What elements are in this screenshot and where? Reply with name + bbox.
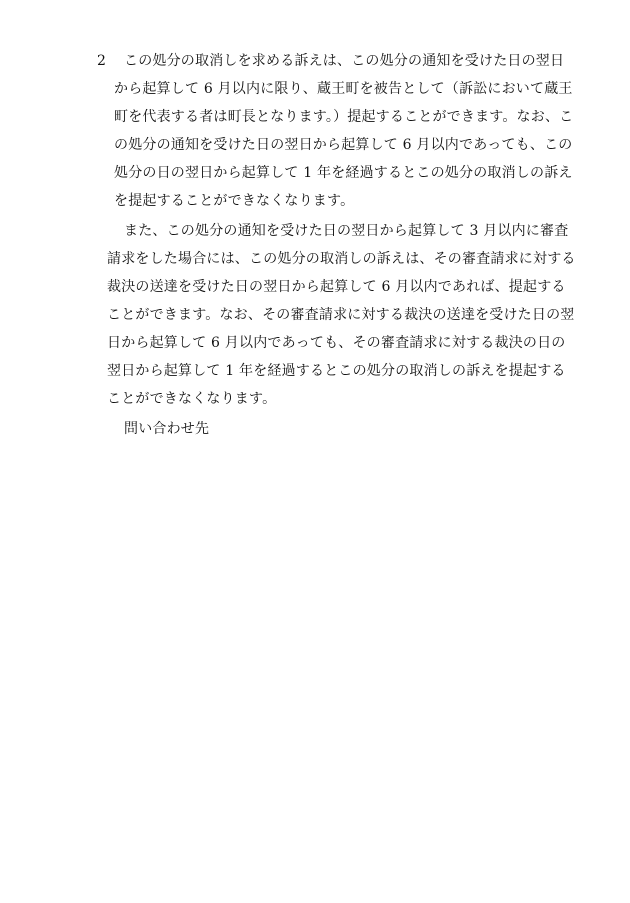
paragraph1-line: から起算して 6 月以内に限り、蔵王町を被告として（訴訟において蔵王 (114, 81, 573, 97)
paragraph2-line: また、この処分の通知を受けた日の翌日から起算して 3 月以内に審査 (124, 223, 569, 239)
item-number: 2 (97, 53, 107, 69)
paragraph1-line: 町を代表する者は町長となります。）提起することができます。なお、こ (114, 109, 574, 125)
paragraph1-line: を提起することができなくなります。 (114, 193, 355, 209)
paragraph1-line: の処分の通知を受けた日の翌日から起算して 6 月以内であっても、この (114, 137, 573, 153)
paragraph2-line: 日から起算して 6 月以内であっても、その審査請求に対する裁決の日の (107, 335, 566, 351)
paragraph2-line: ことができなくなります。 (107, 391, 277, 407)
paragraph2-line: ことができます。なお、その審査請求に対する裁決の送達を受けた日の翌 (107, 307, 575, 323)
paragraph2-line: 請求をした場合には、この処分の取消しの訴えは、その審査請求に対する (107, 251, 576, 267)
contact-heading: 問い合わせ先 (124, 421, 210, 437)
paragraph2-line: 裁決の送達を受けた日の翌日から起算して 6 月以内であれば、提起する (107, 279, 566, 295)
paragraph1-line: この処分の取消しを求める訴えは、この処分の通知を受けた日の翌日 (124, 53, 565, 69)
paragraph2-line: 翌日から起算して 1 年を経過するとこの処分の取消しの訴えを提起する (107, 363, 566, 379)
paragraph1-line: 処分の日の翌日から起算して 1 年を経過するとこの処分の取消しの訴え (114, 165, 573, 181)
